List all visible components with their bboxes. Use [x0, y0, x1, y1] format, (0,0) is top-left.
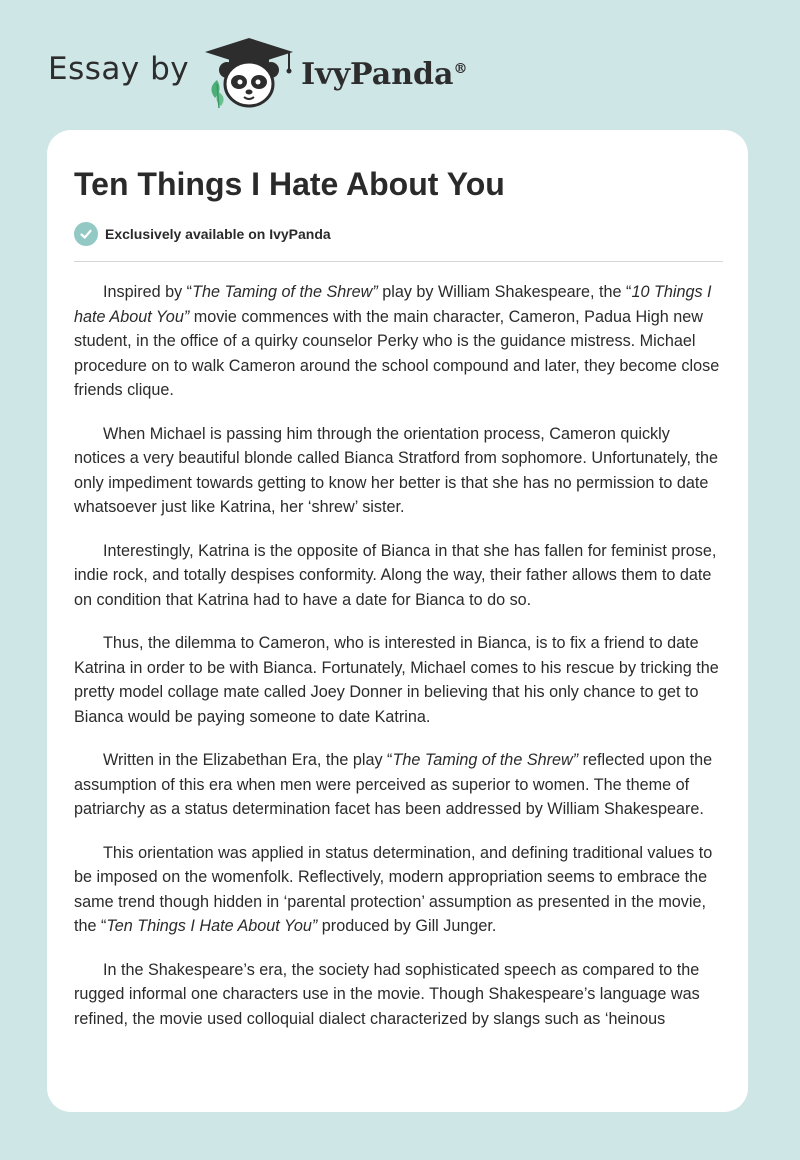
essay-paragraph	[74, 841, 724, 939]
essay-paragraph	[74, 422, 724, 520]
essay-body	[74, 280, 724, 1050]
italic-title-text: Ten Things I Hate About You”	[106, 917, 318, 935]
italic-title-text: The Taming of the Shrew”	[192, 283, 378, 301]
essay-paragraph	[74, 280, 724, 403]
brand-name[interactable]: IvyPanda®	[301, 56, 468, 92]
divider	[74, 261, 723, 262]
exclusive-badge	[74, 222, 331, 246]
paragraph-text: movie commences with the main character, Cameron, Padua High new student, in the office of a quirky counselor Perky who is the guidance mistress. Michael procedure on to walk Cameron around the school compound and later, they become close friends clique.	[74, 307, 720, 399]
essay-paragraph	[74, 748, 724, 822]
registered-mark: ®	[453, 60, 468, 77]
badge-text: Exclusively available on IvyPanda	[105, 226, 331, 242]
paragraph-text: play by William Shakespeare, the “	[377, 283, 632, 301]
site-header	[48, 36, 548, 110]
essay-paragraph	[74, 631, 724, 729]
paragraph-text: Thus, the dilemma to Cameron, who is interested in Bianca, is to fix a friend to date Katrina in order to be with Bianca. Fortunately, Michael comes to his rescue by tricking the pretty model collage mate called Joey Donner in believing that his only chance to get to Bianca would be paying someone to date Katrina.	[74, 634, 719, 726]
paragraph-text: Written in the Elizabethan Era, the play “	[103, 751, 393, 769]
brand-prefix: Essay by	[48, 51, 190, 87]
italic-title-text: The Taming of the Shrew”	[392, 751, 579, 769]
paragraph-text: Interestingly, Katrina is the opposite of Bianca in that she has fallen for feminist prose, indie rock, and totally despises conformity. Along the way, their father allows them to date on condition that Katrina had to have a date for Bianca to do so.	[74, 541, 717, 609]
paragraph-text: In the Shakespeare’s era, the society had sophisticated speech as compared to the rugged informal one characters use in the movie. Though Shakespeare’s language was refined, the movie used colloquial dialect characterized by slangs such as ‘heinous	[74, 960, 700, 1028]
essay-card	[47, 130, 748, 1112]
paragraph-text: Inspired by “	[103, 283, 193, 301]
paragraph-text: When Michael is passing him through the orientation process, Cameron quickly notices a very beautiful blonde called Bianca Stratford from sophomore. Unfortunately, the only impediment towards getting to know her better is that she has no permission to date whatsoever just like Katrina, her ‘shrew’ sister.	[74, 424, 718, 516]
essay-paragraph	[74, 958, 724, 1032]
paragraph-text: reflected upon the assumption of this era when men were perceived as superior to women. The theme of patriarchy as a status determination facet has been addressed by William Shakespeare.	[74, 751, 713, 818]
paragraph-text: This orientation was applied in status determination, and defining traditional values to be imposed on the womenfolk. Reflectively, modern appropriation seems to embrace the same trend though hidden in ‘parental protection’ assumption as presented in the movie, the “	[74, 843, 713, 935]
paragraph-text: produced by Gill Junger.	[317, 917, 497, 935]
essay-paragraph	[74, 539, 724, 613]
page-title: Ten Things I Hate About You	[74, 166, 505, 202]
panda-graduate-icon[interactable]	[203, 36, 295, 110]
italic-title-text: 10 Things I hate About You”	[74, 283, 712, 326]
check-circle-icon	[74, 222, 98, 246]
